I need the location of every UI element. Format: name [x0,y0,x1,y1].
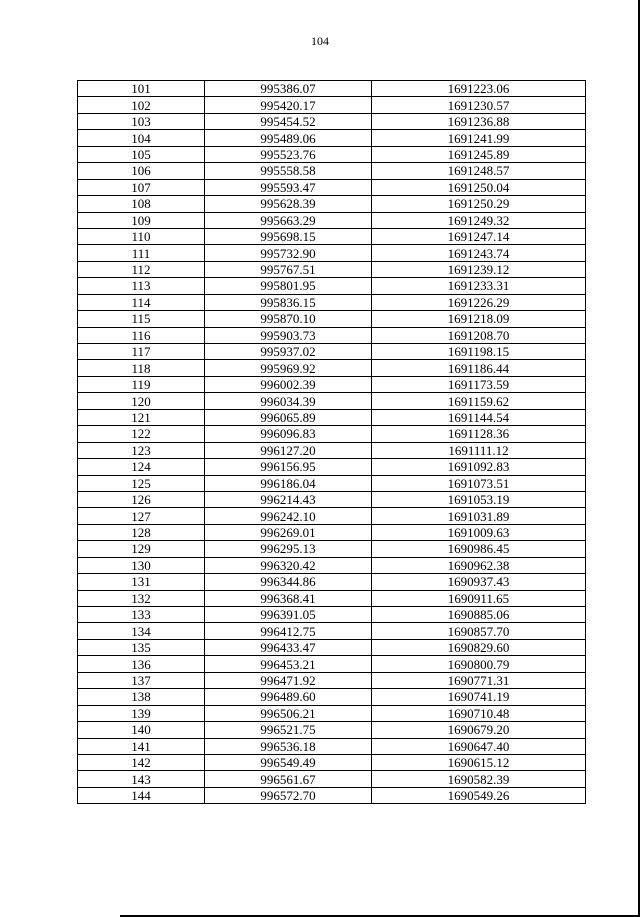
point-number-cell: 105 [78,146,205,162]
y-coordinate-cell: 1691243.74 [372,245,586,261]
x-coordinate-cell: 996065.89 [205,409,372,425]
x-coordinate-cell: 996320.42 [205,557,372,573]
table-row [78,113,586,129]
x-coordinate-cell: 995454.52 [205,113,372,129]
x-coordinate-cell: 996096.83 [205,426,372,442]
y-coordinate-cell: 1690615.12 [372,754,586,770]
table-row [78,491,586,507]
x-coordinate-cell: 996433.47 [205,639,372,655]
x-coordinate-cell: 995628.39 [205,196,372,212]
table-row [78,196,586,212]
table-row [78,574,586,590]
table-row [78,672,586,688]
point-number-cell: 120 [78,393,205,409]
y-coordinate-cell: 1691236.88 [372,113,586,129]
point-number-cell: 118 [78,360,205,376]
y-coordinate-cell: 1690857.70 [372,623,586,639]
x-coordinate-cell: 996269.01 [205,524,372,540]
y-coordinate-cell: 1691198.15 [372,344,586,360]
point-number-cell: 124 [78,459,205,475]
table-row [78,376,586,392]
table-row [78,508,586,524]
x-coordinate-cell: 996344.86 [205,574,372,590]
point-number-cell: 123 [78,442,205,458]
x-coordinate-cell: 995523.76 [205,146,372,162]
point-number-cell: 132 [78,590,205,606]
table-row [78,146,586,162]
point-number-cell: 116 [78,327,205,343]
table-row [78,722,586,738]
x-coordinate-cell: 995593.47 [205,179,372,195]
table-row [78,179,586,195]
point-number-cell: 102 [78,97,205,113]
x-coordinate-cell: 995767.51 [205,261,372,277]
point-number-cell: 143 [78,771,205,787]
y-coordinate-cell: 1691144.54 [372,409,586,425]
y-coordinate-cell: 1690647.40 [372,738,586,754]
x-coordinate-cell: 995732.90 [205,245,372,261]
table-row [78,459,586,475]
point-number-cell: 110 [78,228,205,244]
x-coordinate-cell: 996572.70 [205,787,372,803]
x-coordinate-cell: 995903.73 [205,327,372,343]
table-row [78,787,586,803]
point-number-cell: 128 [78,524,205,540]
y-coordinate-cell: 1691249.32 [372,212,586,228]
point-number-cell: 125 [78,475,205,491]
x-coordinate-cell: 996002.39 [205,376,372,392]
x-coordinate-cell: 995489.06 [205,130,372,146]
point-number-cell: 142 [78,754,205,770]
table-row [78,607,586,623]
y-coordinate-cell: 1691009.63 [372,524,586,540]
x-coordinate-cell: 996549.49 [205,754,372,770]
y-coordinate-cell: 1690962.38 [372,557,586,573]
x-coordinate-cell: 996471.92 [205,672,372,688]
point-number-cell: 119 [78,376,205,392]
x-coordinate-cell: 995420.17 [205,97,372,113]
table-row [78,705,586,721]
table-row [78,360,586,376]
coordinates-table-body [78,81,586,804]
y-coordinate-cell: 1691241.99 [372,130,586,146]
table-row [78,541,586,557]
point-number-cell: 108 [78,196,205,212]
y-coordinate-cell: 1691092.83 [372,459,586,475]
table-row [78,623,586,639]
table-row [78,212,586,228]
point-number-cell: 140 [78,722,205,738]
point-number-cell: 121 [78,409,205,425]
y-coordinate-cell: 1691239.12 [372,261,586,277]
point-number-cell: 137 [78,672,205,688]
table-row [78,771,586,787]
point-number-cell: 103 [78,113,205,129]
y-coordinate-cell: 1691073.51 [372,475,586,491]
y-coordinate-cell: 1691031.89 [372,508,586,524]
point-number-cell: 104 [78,130,205,146]
y-coordinate-cell: 1690549.26 [372,787,586,803]
y-coordinate-cell: 1690986.45 [372,541,586,557]
x-coordinate-cell: 996034.39 [205,393,372,409]
table-row [78,228,586,244]
table-row [78,442,586,458]
x-coordinate-cell: 996489.60 [205,689,372,705]
y-coordinate-cell: 1690741.19 [372,689,586,705]
point-number-cell: 141 [78,738,205,754]
point-number-cell: 139 [78,705,205,721]
y-coordinate-cell: 1691128.36 [372,426,586,442]
table-row [78,278,586,294]
y-coordinate-cell: 1691250.29 [372,196,586,212]
point-number-cell: 130 [78,557,205,573]
table-row [78,344,586,360]
table-row [78,294,586,310]
x-coordinate-cell: 996561.67 [205,771,372,787]
y-coordinate-cell: 1690800.79 [372,656,586,672]
table-row [78,245,586,261]
x-coordinate-cell: 996368.41 [205,590,372,606]
point-number-cell: 133 [78,607,205,623]
point-number-cell: 115 [78,311,205,327]
table-row [78,426,586,442]
table-row [78,475,586,491]
table-row [78,311,586,327]
y-coordinate-cell: 1690829.60 [372,639,586,655]
x-coordinate-cell: 996242.10 [205,508,372,524]
x-coordinate-cell: 996536.18 [205,738,372,754]
point-number-cell: 111 [78,245,205,261]
table-row [78,590,586,606]
point-number-cell: 113 [78,278,205,294]
point-number-cell: 144 [78,787,205,803]
y-coordinate-cell: 1690582.39 [372,771,586,787]
point-number-cell: 131 [78,574,205,590]
x-coordinate-cell: 996412.75 [205,623,372,639]
y-coordinate-cell: 1691250.04 [372,179,586,195]
x-coordinate-cell: 995870.10 [205,311,372,327]
table-row [78,754,586,770]
table-row [78,97,586,113]
point-number-cell: 129 [78,541,205,557]
y-coordinate-cell: 1691186.44 [372,360,586,376]
page-number: 104 [311,34,329,48]
y-coordinate-cell: 1690679.20 [372,722,586,738]
y-coordinate-cell: 1691233.31 [372,278,586,294]
table-row [78,639,586,655]
y-coordinate-cell: 1691247.14 [372,228,586,244]
x-coordinate-cell: 995937.02 [205,344,372,360]
y-coordinate-cell: 1691208.70 [372,327,586,343]
table-row [78,656,586,672]
x-coordinate-cell: 996295.13 [205,541,372,557]
x-coordinate-cell: 996506.21 [205,705,372,721]
y-coordinate-cell: 1691053.19 [372,491,586,507]
coordinates-table [77,80,586,804]
y-coordinate-cell: 1691230.57 [372,97,586,113]
point-number-cell: 126 [78,491,205,507]
table-row [78,557,586,573]
table-row [78,393,586,409]
x-coordinate-cell: 995969.92 [205,360,372,376]
x-coordinate-cell: 996453.21 [205,656,372,672]
y-coordinate-cell: 1691223.06 [372,81,586,97]
y-coordinate-cell: 1690771.31 [372,672,586,688]
y-coordinate-cell: 1691173.59 [372,376,586,392]
x-coordinate-cell: 995663.29 [205,212,372,228]
y-coordinate-cell: 1691226.29 [372,294,586,310]
y-coordinate-cell: 1690710.48 [372,705,586,721]
point-number-cell: 101 [78,81,205,97]
table-row [78,524,586,540]
x-coordinate-cell: 996521.75 [205,722,372,738]
table-row [78,327,586,343]
y-coordinate-cell: 1690937.43 [372,574,586,590]
y-coordinate-cell: 1690885.06 [372,607,586,623]
point-number-cell: 122 [78,426,205,442]
x-coordinate-cell: 996127.20 [205,442,372,458]
y-coordinate-cell: 1691245.89 [372,146,586,162]
x-coordinate-cell: 996391.05 [205,607,372,623]
point-number-cell: 136 [78,656,205,672]
table-row [78,81,586,97]
y-coordinate-cell: 1691111.12 [372,442,586,458]
table-row [78,409,586,425]
table-row [78,130,586,146]
x-coordinate-cell: 995558.58 [205,163,372,179]
y-coordinate-cell: 1691218.09 [372,311,586,327]
point-number-cell: 127 [78,508,205,524]
point-number-cell: 109 [78,212,205,228]
point-number-cell: 117 [78,344,205,360]
table-row [78,163,586,179]
x-coordinate-cell: 996214.43 [205,491,372,507]
x-coordinate-cell: 995698.15 [205,228,372,244]
point-number-cell: 114 [78,294,205,310]
y-coordinate-cell: 1691159.62 [372,393,586,409]
point-number-cell: 106 [78,163,205,179]
y-coordinate-cell: 1690911.65 [372,590,586,606]
table-row [78,689,586,705]
point-number-cell: 112 [78,261,205,277]
table-row [78,261,586,277]
x-coordinate-cell: 995801.95 [205,278,372,294]
x-coordinate-cell: 996156.95 [205,459,372,475]
point-number-cell: 138 [78,689,205,705]
x-coordinate-cell: 995836.15 [205,294,372,310]
x-coordinate-cell: 995386.07 [205,81,372,97]
point-number-cell: 135 [78,639,205,655]
point-number-cell: 107 [78,179,205,195]
y-coordinate-cell: 1691248.57 [372,163,586,179]
point-number-cell: 134 [78,623,205,639]
x-coordinate-cell: 996186.04 [205,475,372,491]
table-row [78,738,586,754]
